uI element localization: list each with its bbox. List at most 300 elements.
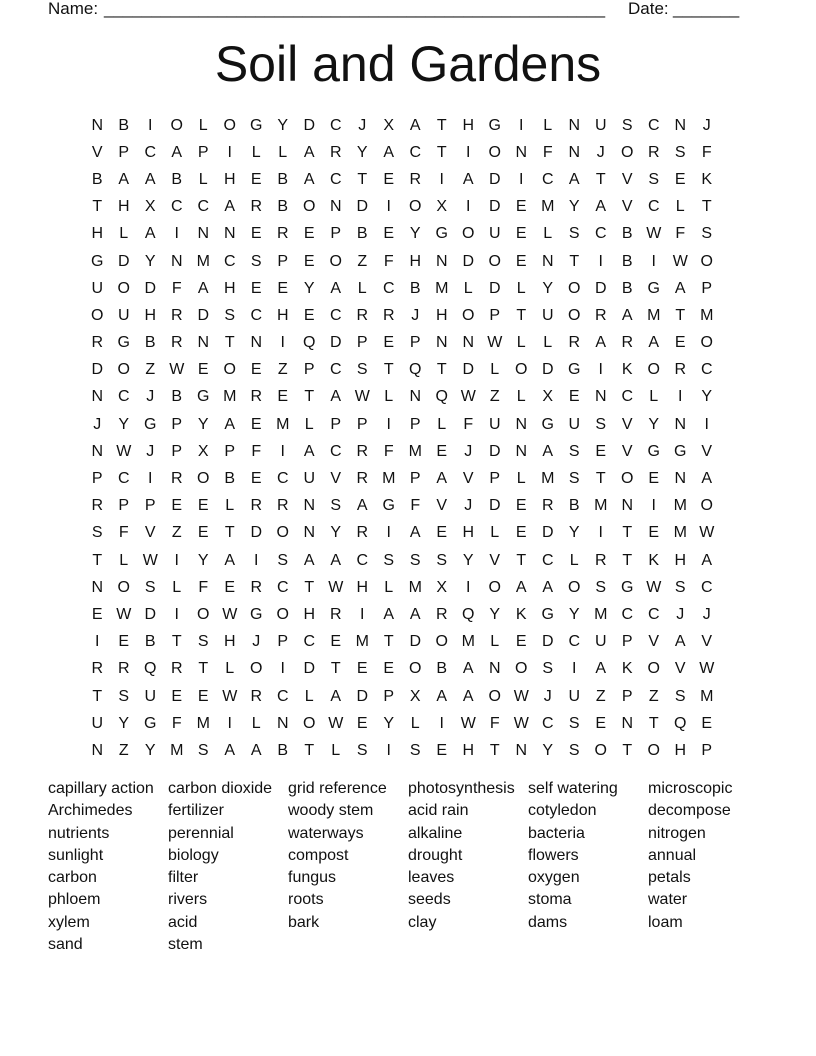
grid-letter: H [223, 633, 236, 651]
grid-letter: N [568, 143, 581, 161]
word-item: sunlight [48, 846, 104, 864]
grid-letter: I [466, 578, 471, 596]
grid-letter: X [383, 116, 395, 134]
grid-letter: C [621, 388, 634, 406]
grid-letter: E [383, 334, 395, 352]
grid-row [84, 737, 720, 764]
grid-row [84, 139, 720, 166]
grid-letter: T [92, 551, 103, 569]
grid-letter: N [303, 524, 316, 542]
grid-letter: C [303, 633, 316, 651]
grid-letter: O [594, 741, 607, 759]
grid-letter: I [598, 361, 603, 379]
grid-letter: Q [435, 388, 448, 406]
grid-letter: N [674, 415, 687, 433]
word-item: biology [168, 846, 219, 864]
grid-letter: P [409, 334, 421, 352]
grid-letter: R [170, 334, 183, 352]
grid-letter: N [594, 388, 607, 406]
grid-letter: E [648, 524, 660, 542]
grid-letter: N [91, 578, 104, 596]
grid-letter: J [702, 116, 711, 134]
grid-letter: E [383, 170, 395, 188]
grid-letter: W [169, 361, 185, 379]
grid-letter: E [515, 225, 527, 243]
date-label: Date: [628, 0, 669, 18]
grid-row [84, 166, 720, 193]
grid-letter: E [568, 388, 580, 406]
grid-letter: S [356, 361, 368, 379]
grid-letter: L [543, 334, 553, 352]
word-item: nitrogen [648, 824, 706, 842]
grid-letter: A [171, 143, 183, 161]
grid-letter: D [488, 198, 501, 216]
grid-letter: H [356, 578, 369, 596]
grid-letter: S [568, 442, 580, 460]
grid-letter: C [568, 633, 581, 651]
grid-letter: Y [701, 388, 713, 406]
grid-letter: N [568, 116, 581, 134]
grid-letter: N [674, 116, 687, 134]
name-line: _____________________________________________________ [104, 0, 606, 18]
grid-letter: V [701, 633, 713, 651]
grid-letter: K [515, 605, 527, 623]
grid-letter: B [91, 170, 103, 188]
page-title: Soil and Gardens [214, 36, 602, 92]
grid-letter: X [542, 388, 554, 406]
grid-letter: V [436, 497, 448, 515]
grid-letter: R [356, 470, 369, 488]
grid-letter: E [515, 524, 527, 542]
grid-letter: A [303, 170, 315, 188]
grid-letter: G [541, 605, 554, 623]
grid-letter: L [490, 361, 500, 379]
word-item: xylem [48, 913, 90, 931]
grid-letter: E [356, 660, 368, 678]
grid-letter: R [329, 143, 342, 161]
grid-letter: F [251, 442, 262, 460]
grid-letter: E [197, 361, 209, 379]
grid-letter: H [435, 306, 448, 324]
grid-letter: P [118, 497, 130, 515]
grid-letter: M [461, 633, 475, 651]
grid-letter: I [466, 143, 471, 161]
grid-letter: M [223, 388, 237, 406]
grid-letter: L [198, 170, 208, 188]
grid-letter: A [515, 578, 527, 596]
grid-letter: P [383, 687, 395, 705]
grid-letter: Y [648, 415, 660, 433]
grid-row [84, 629, 720, 656]
grid-letter: I [227, 143, 232, 161]
grid-letter: P [118, 143, 130, 161]
grid-letter: E [250, 225, 262, 243]
grid-letter: C [197, 198, 210, 216]
grid-letter: B [171, 170, 183, 188]
grid-letter: O [223, 361, 236, 379]
grid-letter: D [329, 334, 342, 352]
grid-letter: A [303, 442, 315, 460]
grid-letter: U [91, 714, 104, 732]
grid-letter: R [594, 551, 607, 569]
grid-letter: Z [489, 388, 500, 406]
grid-row [84, 547, 720, 574]
grid-letter: C [594, 225, 607, 243]
grid-letter: D [303, 116, 316, 134]
grid-letter: A [648, 334, 660, 352]
grid-letter: Z [357, 252, 368, 270]
grid-letter: R [356, 524, 369, 542]
grid-letter: M [594, 497, 608, 515]
grid-letter: J [464, 442, 473, 460]
grid-letter: X [144, 198, 156, 216]
grid-letter: I [386, 415, 391, 433]
grid-letter: S [436, 551, 448, 569]
grid-letter: T [224, 334, 235, 352]
grid-letter: P [409, 470, 421, 488]
grid-letter: O [197, 470, 210, 488]
grid-letter: P [144, 497, 156, 515]
grid-letter: P [303, 361, 315, 379]
grid-letter: I [95, 633, 100, 651]
grid-letter: O [700, 252, 713, 270]
grid-letter: N [515, 442, 528, 460]
date-line: _______ [673, 0, 740, 18]
grid-letter: Q [144, 660, 157, 678]
grid-letter: A [250, 741, 262, 759]
grid-letter: R [647, 143, 660, 161]
grid-letter: L [357, 279, 367, 297]
grid-letter: A [303, 143, 315, 161]
word-item: bacteria [528, 824, 585, 842]
grid-letter: A [224, 551, 236, 569]
grid-letter: A [621, 306, 633, 324]
grid-letter: P [621, 633, 633, 651]
grid-letter: M [196, 714, 210, 732]
word-item: water [648, 891, 688, 909]
grid-letter: N [276, 714, 289, 732]
grid-letter: E [303, 225, 315, 243]
grid-letter: I [148, 470, 153, 488]
grid-letter: E [197, 497, 209, 515]
grid-letter: D [197, 306, 210, 324]
grid-letter: Y [383, 714, 395, 732]
grid-letter: T [622, 741, 633, 759]
grid-letter: H [462, 741, 475, 759]
grid-letter: L [278, 143, 288, 161]
grid-letter: G [674, 442, 687, 460]
grid-letter: W [328, 578, 344, 596]
grid-letter: T [516, 306, 527, 324]
grid-letter: U [91, 279, 104, 297]
grid-letter: E [515, 497, 527, 515]
grid-letter: T [304, 741, 315, 759]
grid-letter: A [542, 578, 554, 596]
grid-letter: A [224, 415, 236, 433]
grid-letter: H [117, 198, 130, 216]
grid-letter: A [462, 660, 474, 678]
grid-letter: L [516, 279, 526, 297]
grid-letter: M [700, 306, 714, 324]
grid-letter: A [330, 687, 342, 705]
grid-letter: H [674, 551, 687, 569]
grid-letter: A [462, 687, 474, 705]
grid-letter: A [674, 279, 686, 297]
word-item: carbon [48, 869, 97, 887]
grid-letter: R [117, 660, 130, 678]
grid-letter: A [595, 660, 607, 678]
grid-letter: I [386, 524, 391, 542]
grid-letter: P [356, 415, 368, 433]
grid-letter: W [116, 442, 132, 460]
grid-letter: F [171, 279, 182, 297]
grid-letter: I [651, 252, 656, 270]
grid-letter: S [330, 497, 342, 515]
grid-letter: H [223, 170, 236, 188]
grid-letter: S [674, 143, 686, 161]
grid-letter: A [383, 143, 395, 161]
grid-letter: N [515, 741, 528, 759]
grid-letter: E [515, 198, 527, 216]
grid-letter: A [436, 687, 448, 705]
grid-letter: C [250, 306, 263, 324]
grid-letter: S [409, 741, 421, 759]
grid-letter: B [171, 388, 183, 406]
grid-letter: N [462, 334, 475, 352]
grid-letter: D [356, 198, 369, 216]
grid-letter: I [572, 660, 577, 678]
grid-letter: M [700, 687, 714, 705]
grid-letter: L [543, 116, 553, 134]
grid-letter: E [224, 578, 236, 596]
grid-letter: E [250, 279, 262, 297]
grid-letter: E [595, 714, 607, 732]
grid-letter: U [488, 415, 501, 433]
grid-letter: R [674, 361, 687, 379]
grid-letter: P [91, 470, 103, 488]
grid-letter: S [409, 551, 421, 569]
grid-letter: N [197, 334, 210, 352]
grid-letter: F [542, 143, 553, 161]
grid-letter: B [621, 252, 633, 270]
grid-letter: W [699, 660, 715, 678]
grid-letter: R [568, 334, 581, 352]
grid-letter: W [487, 334, 503, 352]
grid-letter: R [541, 497, 554, 515]
grid-letter: P [489, 306, 501, 324]
grid-letter: B [277, 198, 289, 216]
grid-letter: E [674, 334, 686, 352]
grid-letter: C [647, 605, 660, 623]
grid-letter: D [488, 497, 501, 515]
grid-letter: E [383, 660, 395, 678]
grid-letter: R [356, 306, 369, 324]
grid-letter: T [383, 361, 394, 379]
grid-letter: W [513, 714, 529, 732]
grid-letter: A [303, 551, 315, 569]
grid-letter: L [225, 660, 235, 678]
grid-letter: E [356, 714, 368, 732]
grid-letter: A [542, 442, 554, 460]
grid-letter: F [463, 415, 474, 433]
grid-letter: D [117, 252, 130, 270]
grid-letter: G [250, 605, 263, 623]
grid-letter: I [651, 497, 656, 515]
grid-row [84, 221, 720, 248]
grid-letter: O [462, 306, 475, 324]
word-item: acid [168, 913, 198, 931]
grid-letter: F [675, 225, 686, 243]
grid-letter: Q [462, 605, 475, 623]
grid-letter: Y [356, 143, 368, 161]
grid-letter: P [330, 415, 342, 433]
grid-letter: M [408, 578, 422, 596]
grid-letter: T [304, 388, 315, 406]
grid-letter: A [701, 551, 713, 569]
grid-letter: N [674, 470, 687, 488]
grid-letter: Y [542, 741, 554, 759]
word-item: photosynthesis [408, 780, 515, 797]
grid-letter: P [621, 687, 633, 705]
word-list [48, 778, 768, 956]
grid-letter: L [437, 415, 447, 433]
grid-letter: T [304, 578, 315, 596]
grid-letter: R [170, 660, 183, 678]
grid-letter: S [648, 170, 660, 188]
grid-letter: R [435, 605, 448, 623]
grid-letter: N [515, 143, 528, 161]
grid-letter: R [382, 306, 395, 324]
grid-letter: Y [144, 252, 156, 270]
grid-letter: C [541, 714, 554, 732]
word-item: phloem [48, 891, 101, 909]
grid-letter: B [621, 279, 633, 297]
grid-letter: J [358, 116, 367, 134]
grid-letter: R [276, 225, 289, 243]
grid-letter: O [568, 578, 581, 596]
grid-letter: X [436, 578, 448, 596]
grid-letter: F [383, 442, 394, 460]
grid-letter: M [541, 470, 555, 488]
grid-letter: W [142, 551, 158, 569]
grid-letter: O [621, 143, 634, 161]
grid-letter: N [170, 252, 183, 270]
grid-letter: O [170, 116, 183, 134]
grid-letter: A [224, 198, 236, 216]
grid-letter: I [174, 551, 179, 569]
grid-letter: S [595, 578, 607, 596]
grid-letter: F [701, 143, 712, 161]
grid-letter: E [277, 279, 289, 297]
grid-letter: P [171, 415, 183, 433]
grid-letter: F [198, 578, 209, 596]
grid-letter: T [330, 660, 341, 678]
grid-letter: N [409, 388, 422, 406]
grid-letter: L [490, 524, 500, 542]
word-item: seeds [408, 891, 451, 909]
grid-letter: C [170, 198, 183, 216]
grid-letter: Z [277, 361, 288, 379]
grid-letter: G [197, 388, 210, 406]
grid-letter: N [91, 388, 104, 406]
grid-letter: N [91, 442, 104, 460]
grid-letter: D [144, 279, 157, 297]
grid-letter: C [329, 116, 342, 134]
grid-letter: T [436, 116, 447, 134]
grid-letter: Z [145, 361, 156, 379]
grid-letter: T [436, 143, 447, 161]
grid-letter: I [174, 225, 179, 243]
grid-letter: R [250, 687, 263, 705]
grid-letter: C [647, 198, 660, 216]
grid-letter: Y [118, 415, 130, 433]
grid-letter: V [648, 633, 660, 651]
grid-letter: J [146, 442, 155, 460]
grid-letter: T [622, 551, 633, 569]
grid-letter: S [595, 415, 607, 433]
grid-letter: I [704, 415, 709, 433]
grid-row [84, 112, 720, 139]
grid-letter: S [568, 225, 580, 243]
grid-letter: T [569, 252, 580, 270]
grid-letter: L [384, 578, 394, 596]
grid-row [84, 656, 720, 683]
grid-letter: A [409, 605, 421, 623]
grid-letter: Y [489, 605, 501, 623]
grid-letter: L [543, 225, 553, 243]
grid-letter: D [250, 524, 263, 542]
word-item: stem [168, 936, 203, 954]
grid-letter: O [515, 660, 528, 678]
word-item: clay [408, 913, 437, 931]
grid-letter: O [276, 605, 289, 623]
grid-letter: G [382, 497, 395, 515]
grid-letter: D [462, 361, 475, 379]
grid-letter: I [519, 116, 524, 134]
grid-letter: E [515, 633, 527, 651]
grid-letter: D [144, 605, 157, 623]
grid-letter: I [466, 198, 471, 216]
word-item: alkaline [408, 824, 463, 842]
grid-letter: A [674, 633, 686, 651]
grid-letter: I [386, 198, 391, 216]
grid-letter: E [197, 687, 209, 705]
grid-row [84, 465, 720, 492]
grid-letter: B [621, 225, 633, 243]
grid-letter: C [541, 551, 554, 569]
grid-letter: L [172, 578, 182, 596]
word-item: waterways [288, 824, 364, 842]
word-item: woody stem [288, 802, 374, 820]
grid-letter: U [541, 306, 554, 324]
grid-letter: A [330, 279, 342, 297]
grid-letter: O [568, 279, 581, 297]
grid-letter: E [648, 470, 660, 488]
grid-letter: B [144, 334, 156, 352]
grid-letter: R [250, 388, 263, 406]
word-item: stoma [528, 891, 572, 909]
grid-row [84, 302, 720, 329]
grid-letter: E [250, 470, 262, 488]
grid-letter: S [277, 551, 289, 569]
grid-letter: R [250, 198, 263, 216]
grid-letter: S [224, 306, 236, 324]
grid-letter: B [224, 470, 236, 488]
grid-row [84, 194, 720, 221]
grid-letter: M [355, 633, 369, 651]
grid-letter: R [91, 660, 104, 678]
grid-letter: W [646, 578, 662, 596]
